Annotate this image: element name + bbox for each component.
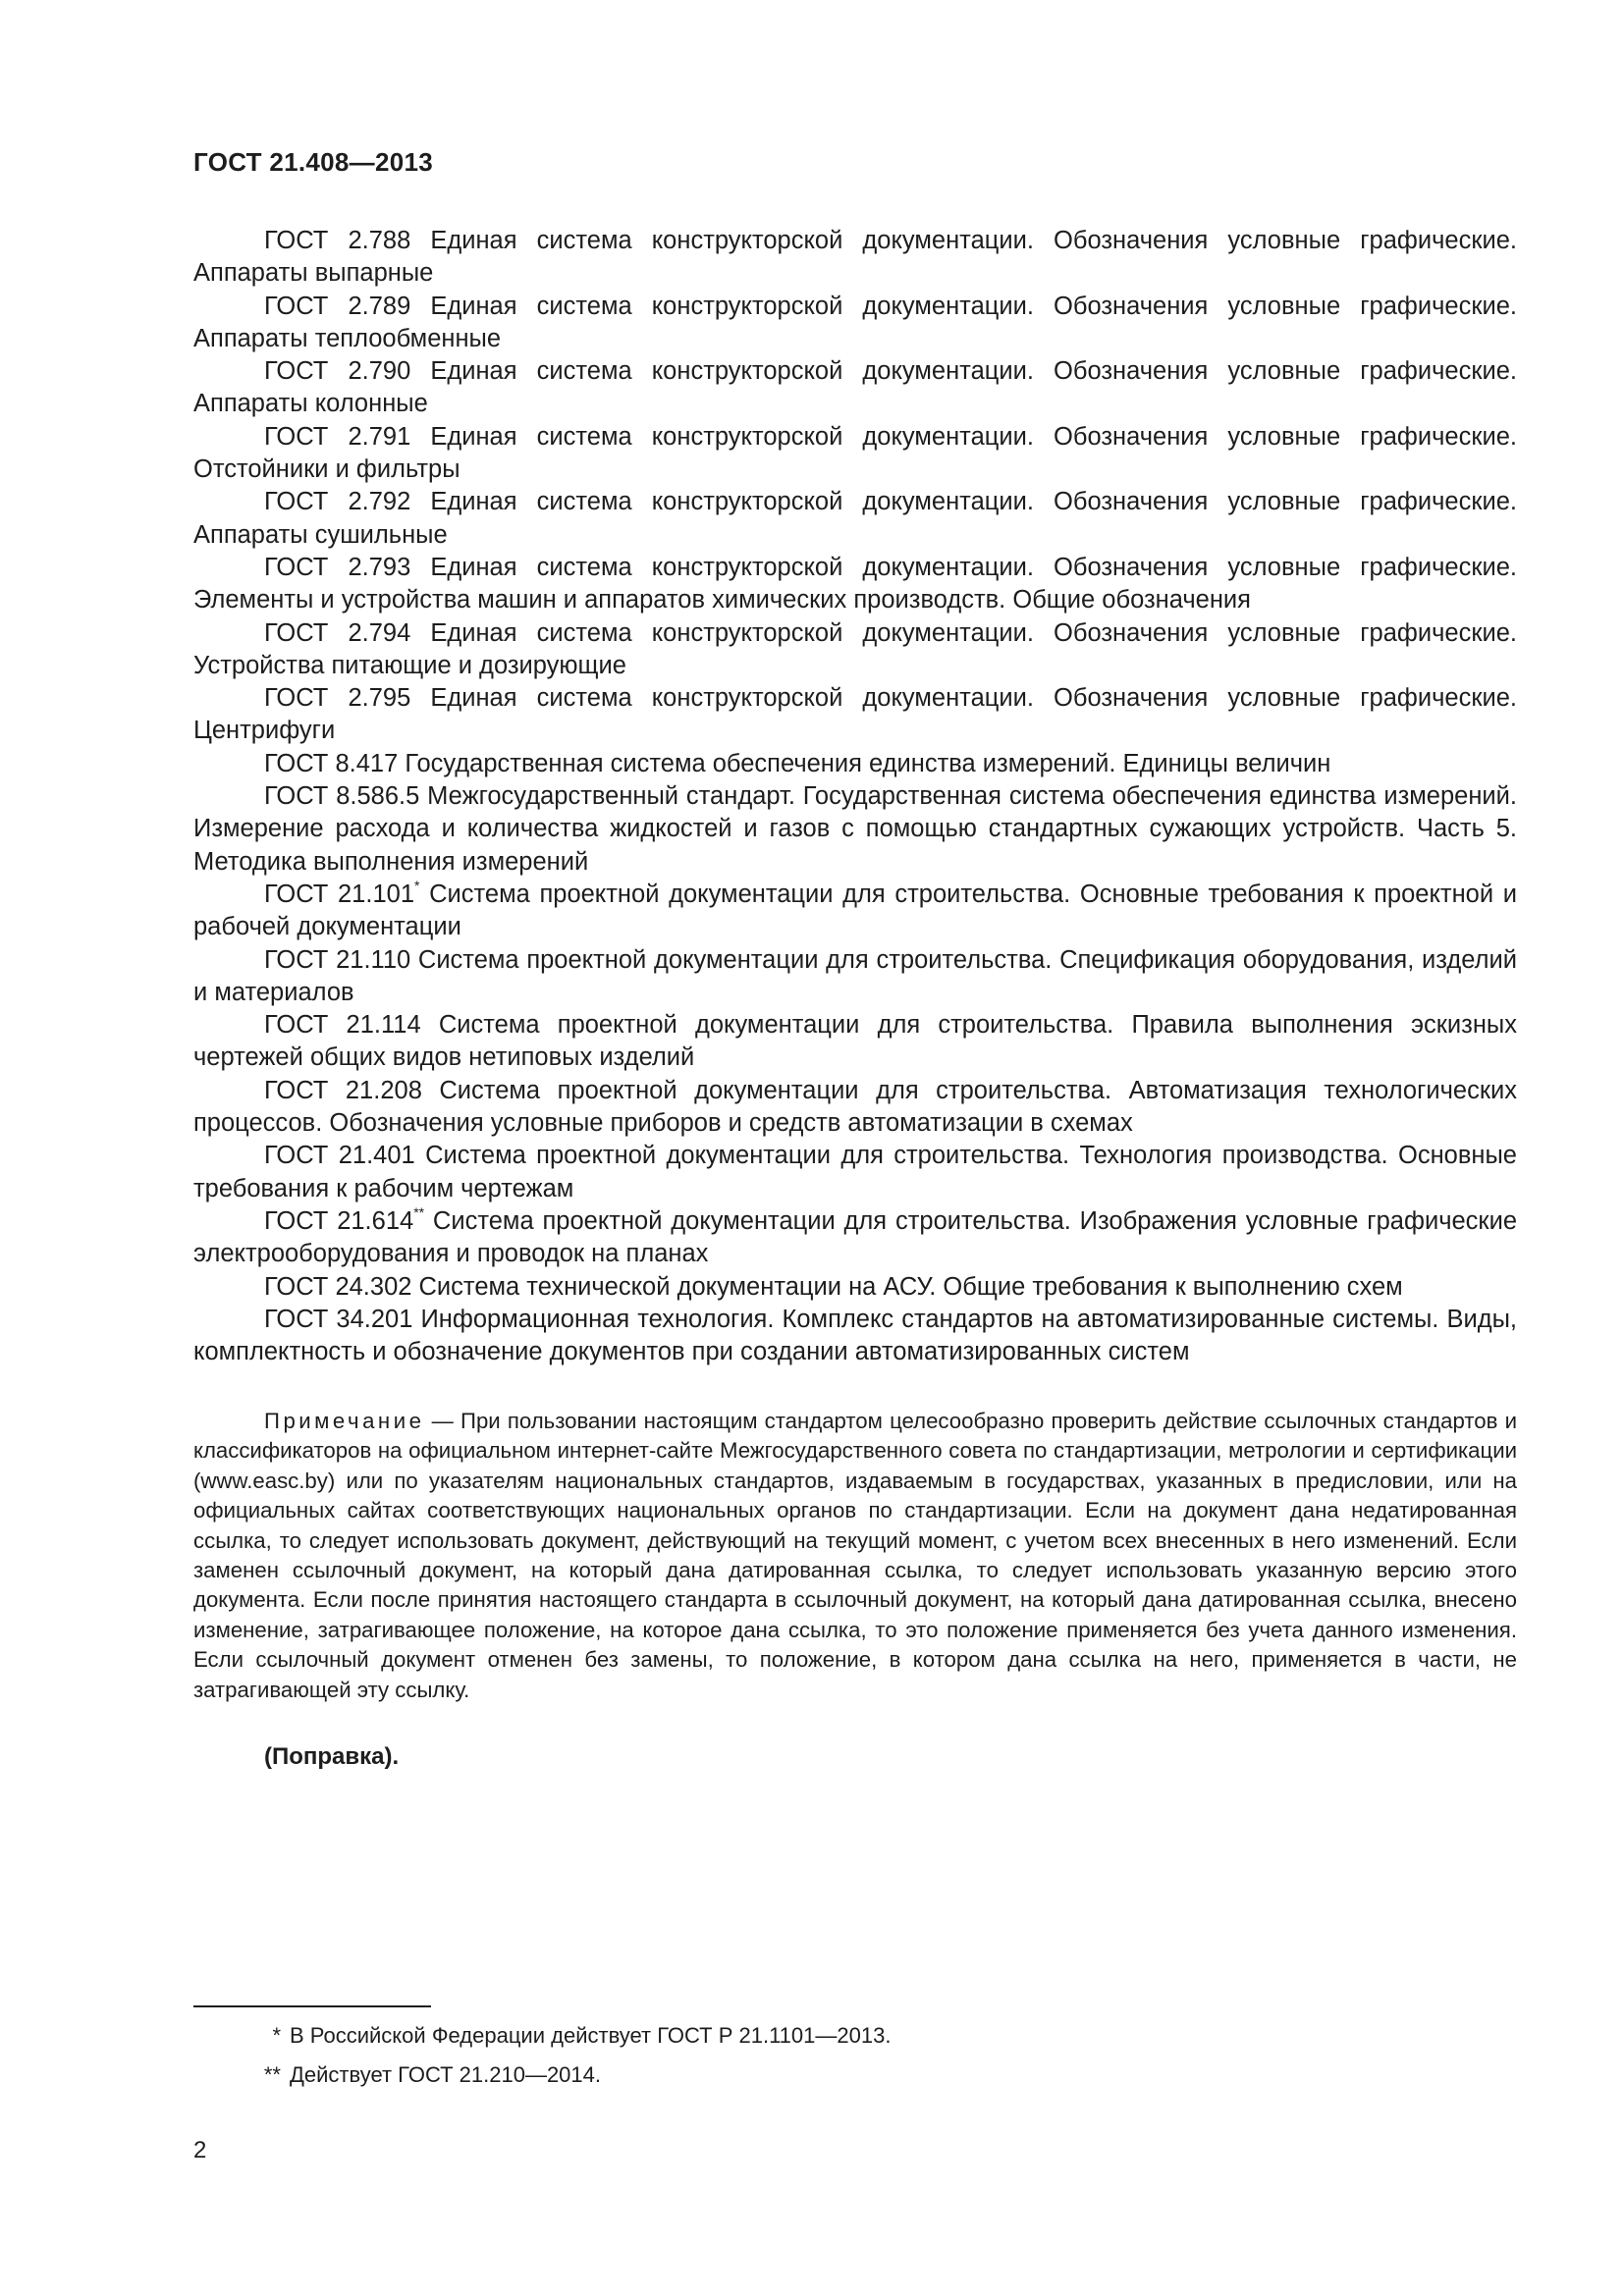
- reference-item: [193, 355, 1517, 421]
- reference-item: [193, 1009, 1517, 1075]
- footnotes-list: [193, 2016, 1517, 2095]
- reference-item: [193, 617, 1517, 683]
- reference-item: [193, 944, 1517, 1010]
- reference-text: ГОСТ 2.794 Единая система конструкторской документации. Обозначения условные графические. Устройства питающие и дозирующие: [193, 618, 1517, 679]
- reference-text: ГОСТ 21.114 Система проектной документации для строительства. Правила выполнения эскизных чертежей общих видов нетиповых изделий: [193, 1011, 1517, 1072]
- reference-item: [193, 748, 1517, 780]
- page-number: 2: [193, 2137, 207, 2163]
- footnote-item: [193, 2056, 1517, 2095]
- reference-item: [193, 225, 1517, 291]
- note-label: Примечание: [264, 1409, 425, 1433]
- reference-text: ГОСТ 21.101: [264, 880, 414, 908]
- note-block: [193, 1407, 1517, 1705]
- note-paragraph: [193, 1407, 1517, 1705]
- footnote-text: Действует ГОСТ 21.210—2014.: [290, 2062, 601, 2087]
- reference-text: ГОСТ 21.401 Система проектной документации для строительства. Технология производства. Основные требования к рабочим чертежам: [193, 1142, 1517, 1202]
- reference-item: [193, 1140, 1517, 1205]
- page-header-doc-id: ГОСТ 21.408—2013: [193, 147, 434, 177]
- reference-text: ГОСТ 2.795 Единая система конструкторской документации. Обозначения условные графические. Центрифуги: [193, 684, 1517, 745]
- reference-text: ГОСТ 24.302 Система технической документации на АСУ. Общие требования к выполнению схем: [264, 1272, 1403, 1301]
- reference-item: [193, 486, 1517, 552]
- reference-item: [193, 1205, 1517, 1271]
- normative-references-list: [193, 225, 1517, 1368]
- reference-item: [193, 1271, 1517, 1304]
- note-text: — При пользовании настоящим стандартом целесообразно проверить действие ссылочных стандартов и классификаторов на официальном интернет-сайте Межгосударственного совета по стандартизации, метрологии и сертификации (www.easc.by) или по указателям национальных стандартов, издаваемым в государствах, указанных в предисловии, или на официальных сайтах соответствующих национальных органов по стандартизации. Если на документ дана недатированная ссылка, то следует использовать документ, действующий на текущий момент, с учетом всех внесенных в него изменений. Если заменен ссылочный документ, на который дана датированная ссылка, то следует использовать указанную версию этого документа. Если после принятия настоящего стандарта в ссылочный документ, на который дана датированная ссылка, внесено изменение, затрагивающее положение, на которое дана ссылка, то это положение применяется без учета данного изменения. Если ссылочный документ отменен без замены, то положение, в котором дана ссылка на него, применяется в части, не затрагивающей эту ссылку.: [193, 1409, 1517, 1702]
- reference-text: ГОСТ 2.788 Единая система конструкторской документации. Обозначения условные графические. Аппараты выпарные: [193, 227, 1517, 288]
- reference-text: ГОСТ 8.586.5 Межгосударственный стандарт. Государственная система обеспечения единства измерений. Измерение расхода и количества жидкостей и газов с помощью стандартных сужающих устройств. Часть 5. Методика выполнения измерений: [193, 782, 1517, 876]
- footnote-text: В Российской Федерации действует ГОСТ Р 21.1101—2013.: [290, 2023, 892, 2048]
- reference-item: [193, 421, 1517, 487]
- reference-text: ГОСТ 21.110 Система проектной документации для строительства. Спецификация оборудования, изделий и материалов: [193, 945, 1517, 1006]
- reference-text: ГОСТ 34.201 Информационная технология. Комплекс стандартов на автоматизированные системы. Виды, комплектность и обозначение документов при создании автоматизированных систем: [193, 1305, 1517, 1366]
- footnote-separator: [193, 2005, 431, 2007]
- footnote-mark: *: [272, 2023, 281, 2048]
- footnote-mark: **: [413, 1203, 425, 1220]
- reference-text: ГОСТ 2.791 Единая система конструкторской документации. Обозначения условные графические. Отстойники и фильтры: [193, 422, 1517, 484]
- reference-text: ГОСТ 2.789 Единая система конструкторской документации. Обозначения условные графические. Аппараты теплообменные: [193, 292, 1517, 352]
- reference-text: ГОСТ 21.208 Система проектной документации для строительства. Автоматизация технологических процессов. Обозначения условные приборов и средств автоматизации в схемах: [193, 1076, 1517, 1138]
- reference-text: ГОСТ 21.614: [264, 1206, 414, 1235]
- reference-text: ГОСТ 2.793 Единая система конструкторской документации. Обозначения условные графические. Элементы и устройства машин и аппаратов химических производств. Общие обозначения: [193, 553, 1517, 614]
- reference-item: [193, 879, 1517, 944]
- reference-item: [193, 552, 1517, 617]
- reference-item: [193, 291, 1517, 356]
- amendment-marker: (Поправка).: [264, 1743, 400, 1770]
- reference-item: [193, 1075, 1517, 1141]
- reference-text-continued: Система проектной документации для строительства. Основные требования к проектной и рабочей документации: [193, 880, 1517, 941]
- reference-text-continued: Система проектной документации для строительства. Изображения условные графические электрооборудования и проводок на планах: [193, 1206, 1517, 1268]
- reference-text: ГОСТ 2.790 Единая система конструкторской документации. Обозначения условные графические. Аппараты колонные: [193, 357, 1517, 418]
- reference-text: ГОСТ 8.417 Государственная система обеспечения единства измерений. Единицы величин: [264, 749, 1331, 777]
- reference-item: [193, 682, 1517, 748]
- reference-text: ГОСТ 2.792 Единая система конструкторской документации. Обозначения условные графические. Аппараты сушильные: [193, 488, 1517, 549]
- footnote-mark: **: [263, 2062, 281, 2087]
- reference-item: [193, 1304, 1517, 1369]
- footnote-item: [193, 2016, 1517, 2056]
- footnote-mark: *: [414, 877, 420, 893]
- reference-item: [193, 780, 1517, 879]
